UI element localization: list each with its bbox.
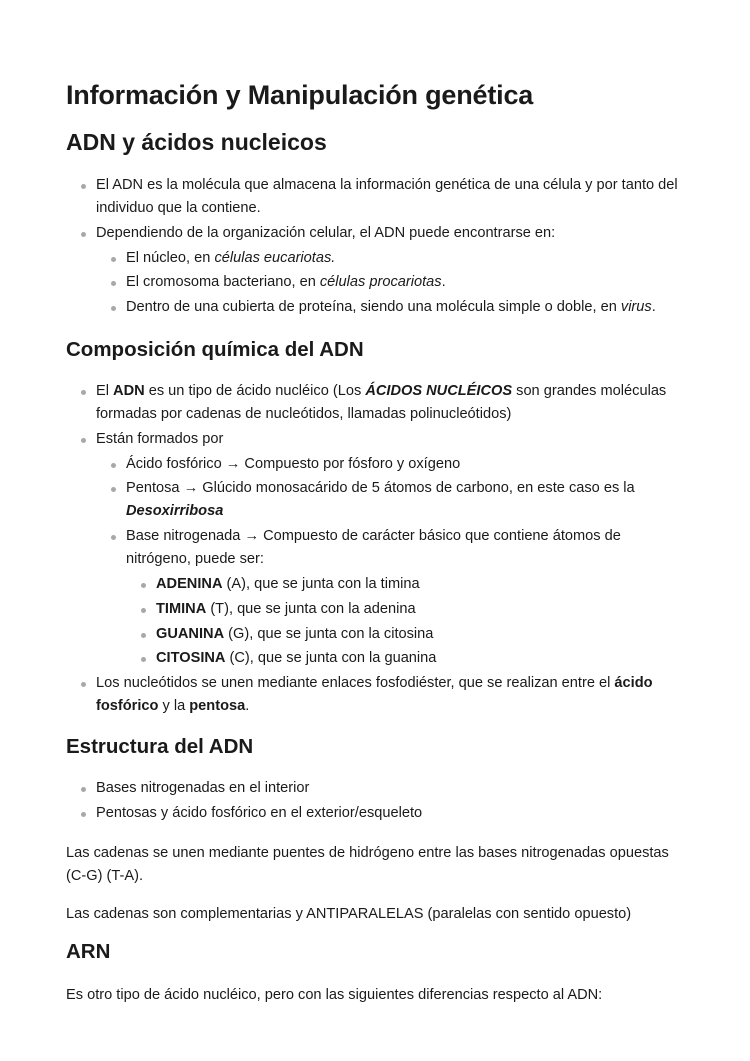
list-item-adenina: ADENINA (A), que se junta con la timina	[66, 573, 684, 596]
list-estructura	[66, 777, 684, 825]
list-item: Dentro de una cubierta de proteína, siendo una molécula simple o doble, en virus.	[66, 296, 684, 319]
list-composicion	[66, 380, 684, 718]
list-item: El ADN es un tipo de ácido nucléico (Los ÁCIDOS NUCLÉICOS son grandes moléculas formadas por cadenas de nucleótidos, llamadas polinucleótidos)	[66, 380, 684, 426]
heading-estructura: Estructura del ADN	[66, 735, 254, 758]
heading-adn: ADN y ácidos nucleicos	[66, 129, 327, 155]
paragraph-antiparalelas: Las cadenas son complementarias y ANTIPARALELAS (paralelas con sentido opuesto)	[66, 905, 632, 922]
heading-arn: ARN	[66, 940, 111, 963]
list-item: Están formados por	[66, 428, 684, 451]
heading-composicion: Composición química del ADN	[66, 338, 364, 361]
section-composicion	[66, 338, 684, 720]
list-item-guanina: GUANINA (G), que se junta con la citosina	[66, 623, 684, 646]
list-item: Dependiendo de la organización celular, el ADN puede encontrarse en:	[66, 222, 684, 245]
paragraph-arn: Es otro tipo de ácido nucléico, pero con las siguientes diferencias respecto al ADN:	[66, 987, 603, 1003]
list-item: Ácido fosfórico → Compuesto por fósforo y oxígeno	[66, 453, 684, 476]
list-item: Los nucleótidos se unen mediante enlaces fosfodiéster, que se realizan entre el ácido fosfórico y la pentosa.	[66, 672, 684, 718]
section-adn	[66, 129, 684, 321]
list-item: El núcleo, en células eucariotas.	[66, 247, 684, 270]
page-title: Información y Manipulación genética	[66, 80, 534, 110]
list-adn	[66, 174, 684, 319]
list-item: Bases nitrogenadas en el interior	[66, 777, 684, 800]
paragraph-puentes: Las cadenas se unen mediante puentes de hidrógeno entre las bases nitrogenadas opuestas (C-G) (T-A).	[66, 844, 669, 884]
list-item: El cromosoma bacteriano, en células procariotas.	[66, 271, 684, 294]
list-item: Base nitrogenada → Compuesto de carácter básico que contiene átomos de nitrógeno, puede ser:	[66, 525, 684, 571]
section-arn	[66, 940, 684, 1007]
section-estructura	[66, 735, 684, 926]
list-item: Pentosa → Glúcido monosacárido de 5 átomos de carbono, en este caso es la Desoxirribosa	[66, 477, 684, 523]
list-item: El ADN es la molécula que almacena la información genética de una célula y por tanto del individuo que la contiene.	[66, 174, 684, 220]
list-item: Pentosas y ácido fosfórico en el exterior/esqueleto	[66, 802, 684, 825]
list-item-citosina: CITOSINA (C), que se junta con la guanina	[66, 647, 684, 670]
list-item-timina: TIMINA (T), que se junta con la adenina	[66, 598, 684, 621]
